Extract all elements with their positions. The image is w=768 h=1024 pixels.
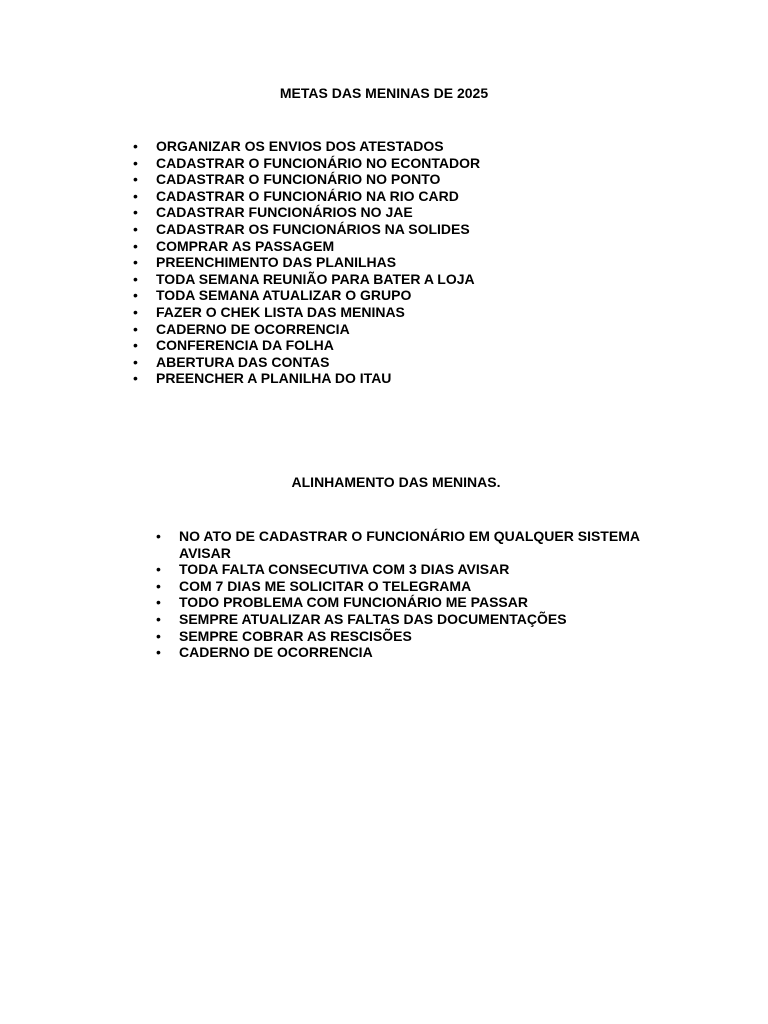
alignment-list [156, 528, 676, 661]
section-heading: ALINHAMENTO DAS MENINAS. [291, 474, 501, 490]
list-item [133, 238, 733, 255]
bullet-icon: • [133, 287, 138, 304]
bullet-icon: • [133, 337, 138, 354]
list-item [133, 188, 733, 205]
list-item-text: PREENCHIMENTO DAS PLANILHAS [156, 254, 397, 271]
list-item [133, 370, 733, 387]
list-item-text: COM 7 DIAS ME SOLICITAR O TELEGRAMA [179, 577, 472, 594]
page-title: METAS DAS MENINAS DE 2025 [279, 85, 489, 101]
bullet-icon: • [133, 237, 138, 254]
list-item [133, 254, 733, 271]
bullet-icon: • [133, 220, 138, 237]
list-item-text: COMPRAR AS PASSAGEM [156, 237, 335, 254]
list-item [133, 337, 733, 354]
list-item-text: CADASTRAR FUNCIONÁRIOS NO JAE [156, 204, 413, 221]
list-item [156, 561, 676, 578]
list-item-text: ABERTURA DAS CONTAS [156, 353, 330, 370]
list-item-text: CONFERENCIA DA FOLHA [156, 337, 334, 354]
bullet-icon: • [133, 370, 138, 387]
list-item [133, 321, 733, 338]
list-item [133, 287, 733, 304]
list-item [156, 594, 676, 611]
bullet-icon: • [133, 320, 138, 337]
list-item [133, 304, 733, 321]
bullet-icon: • [156, 610, 161, 627]
list-item-text: TODO PROBLEMA COM FUNCIONÁRIO ME PASSAR [179, 594, 528, 611]
list-item-text: SEMPRE COBRAR AS RESCISÕES [179, 627, 412, 644]
list-item-text: CADERNO DE OCORRENCIA [156, 320, 350, 337]
list-item-text: TODA SEMANA REUNIÃO PARA BATER A LOJA [156, 270, 475, 287]
bullet-icon: • [133, 254, 138, 271]
list-item-text: SEMPRE ATUALIZAR AS FALTAS DAS DOCUMENTAÇÕES [179, 610, 567, 627]
list-item-text: CADASTRAR O FUNCIONÁRIO NO PONTO [156, 171, 441, 188]
bullet-icon: • [156, 644, 161, 661]
list-item-text: CADASTRAR OS FUNCIONÁRIOS NA SOLIDES [156, 220, 470, 237]
list-item-text: CADERNO DE OCORRENCIA [179, 644, 373, 661]
bullet-icon: • [156, 577, 161, 594]
list-item [156, 628, 676, 645]
list-item-text: CADASTRAR O FUNCIONÁRIO NO ECONTADOR [156, 154, 481, 171]
list-item-text: ORGANIZAR OS ENVIOS DOS ATESTADOS [156, 138, 444, 154]
goals-list [133, 138, 733, 387]
list-item-text: NO ATO DE CADASTRAR O FUNCIONÁRIO EM QUALQUER SISTEMA AVISAR [179, 528, 640, 561]
bullet-icon: • [133, 171, 138, 188]
list-item [156, 611, 676, 628]
list-item [156, 578, 676, 595]
list-item [133, 155, 733, 172]
bullet-icon: • [133, 187, 138, 204]
list-item [133, 171, 733, 188]
list-item [133, 221, 733, 238]
bullet-icon: • [133, 270, 138, 287]
bullet-icon: • [133, 204, 138, 221]
list-item [156, 644, 676, 661]
list-item-text: FAZER O CHEK LISTA DAS MENINAS [156, 303, 405, 320]
bullet-icon: • [156, 627, 161, 644]
bullet-icon: • [133, 138, 138, 154]
list-item [156, 528, 676, 561]
bullet-icon: • [156, 594, 161, 611]
bullet-icon: • [156, 561, 161, 578]
bullet-icon: • [156, 528, 161, 544]
bullet-icon: • [133, 303, 138, 320]
list-item [133, 354, 733, 371]
list-item [133, 138, 733, 155]
list-item-text: CADASTRAR O FUNCIONÁRIO NA RIO CARD [156, 187, 459, 204]
list-item-text: PREENCHER A PLANILHA DO ITAU [156, 370, 392, 387]
list-item-text: TODA FALTA CONSECUTIVA COM 3 DIAS AVISAR [179, 561, 510, 578]
bullet-icon: • [133, 353, 138, 370]
list-item [133, 271, 733, 288]
list-item-text: TODA SEMANA ATUALIZAR O GRUPO [156, 287, 412, 304]
bullet-icon: • [133, 154, 138, 171]
list-item [133, 204, 733, 221]
